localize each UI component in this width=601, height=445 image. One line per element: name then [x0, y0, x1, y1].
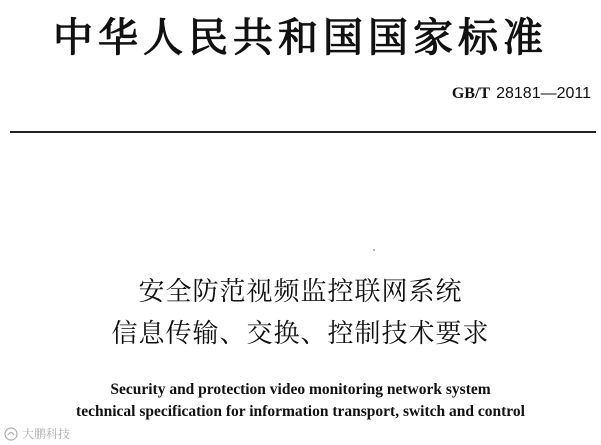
- watermark-text: 大鹏科技: [22, 427, 71, 441]
- header-divider: [10, 131, 596, 133]
- standard-number: [452, 85, 591, 103]
- standard-number-value: 28181—2011: [496, 85, 591, 102]
- standard-code: GB/T: [451, 85, 491, 102]
- watermark-logo-icon: [4, 427, 18, 441]
- english-title-line-1: Security and protection video monitoring network system: [110, 381, 491, 398]
- chinese-title-line-2: 信息传输、交换、控制技术要求: [111, 319, 490, 349]
- watermark: [4, 425, 70, 442]
- scan-speck: [373, 249, 375, 251]
- chinese-title-line-1: 安全防范视频监控联网系统: [138, 277, 463, 307]
- standard-organization-title: 中华人民共和国国家标准: [53, 15, 548, 61]
- english-title-line-2: technical specification for information transport, switch and control: [76, 403, 525, 420]
